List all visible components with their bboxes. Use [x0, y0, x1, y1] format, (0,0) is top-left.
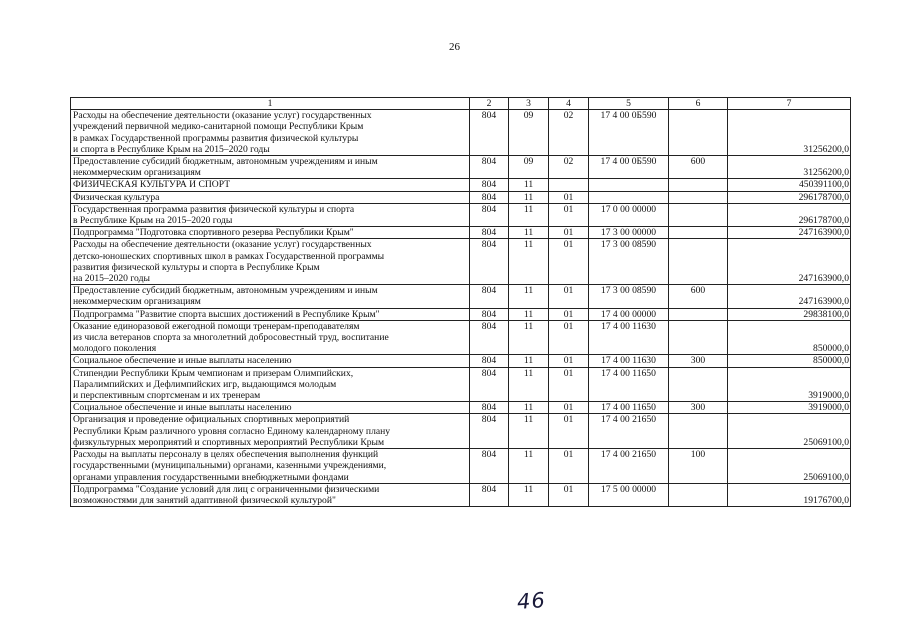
- row-name: Социальное обеспечение и иные выплаты населению: [71, 355, 470, 367]
- row-subsection: 01: [549, 203, 589, 226]
- table-row: [71, 110, 851, 156]
- row-section: 11: [509, 449, 549, 484]
- table-row: [71, 367, 851, 402]
- row-name: Подпрограмма "Создание условий для лиц с ограниченными физическими возможностями для занятий адаптивной физической культурой": [71, 483, 470, 506]
- row-section: 11: [509, 483, 549, 506]
- table-row: [71, 191, 851, 203]
- row-amount: 296178700,0: [728, 191, 851, 203]
- table-row: [71, 402, 851, 414]
- row-amount: 450391100,0: [728, 179, 851, 191]
- row-target-article: 17 4 00 11650: [589, 402, 669, 414]
- row-section: 11: [509, 355, 549, 367]
- row-target-article: [589, 179, 669, 191]
- row-section: 11: [509, 402, 549, 414]
- column-header: 7: [728, 98, 851, 110]
- row-expense-type: [669, 320, 728, 355]
- row-name: Государственная программа развития физической культуры и спорта в Республике Крым на 2015–2020 годы: [71, 203, 470, 226]
- row-target-article: 17 4 00 21650: [589, 414, 669, 449]
- table-body: [71, 110, 851, 507]
- row-subsection: 01: [549, 449, 589, 484]
- row-name: Предоставление субсидий бюджетным, автономным учреждениям и иным некоммерческим организациям: [71, 156, 470, 179]
- row-amount: 247163900,0: [728, 285, 851, 308]
- row-section: 11: [509, 203, 549, 226]
- row-target-article: 17 4 00 11650: [589, 367, 669, 402]
- row-subsection: 01: [549, 367, 589, 402]
- row-subsection: 01: [549, 191, 589, 203]
- row-target-article: 17 3 00 08590: [589, 239, 669, 285]
- row-code: 804: [470, 156, 509, 179]
- row-expense-type: [669, 308, 728, 320]
- row-expense-type: [669, 179, 728, 191]
- row-amount: 19176700,0: [728, 483, 851, 506]
- row-subsection: 01: [549, 355, 589, 367]
- row-expense-type: [669, 191, 728, 203]
- row-target-article: 17 3 00 08590: [589, 285, 669, 308]
- row-code: 804: [470, 308, 509, 320]
- table-row: [71, 285, 851, 308]
- row-section: 11: [509, 227, 549, 239]
- row-code: 804: [470, 179, 509, 191]
- row-amount: 25069100,0: [728, 414, 851, 449]
- table-row: [71, 355, 851, 367]
- row-section: 09: [509, 110, 549, 156]
- row-code: 804: [470, 320, 509, 355]
- row-section: 11: [509, 320, 549, 355]
- row-name: Стипендии Республики Крым чемпионам и призерам Олимпийских, Паралимпийских и Дефлимпийских игр, выдающимся молодым и перспективным спортсменам и их тренерам: [71, 367, 470, 402]
- row-amount: 247163900,0: [728, 239, 851, 285]
- budget-table: [70, 97, 851, 507]
- row-amount: 247163900,0: [728, 227, 851, 239]
- row-name: Расходы на обеспечение деятельности (оказание услуг) государственных учреждений первичной медико-санитарной помощи Республики Крым в рамках Государственной программы развития физической культуры и спорта в Республике Крым на 2015–2020 годы: [71, 110, 470, 156]
- column-header: 6: [669, 98, 728, 110]
- row-name: Организация и проведение официальных спортивных мероприятий Республики Крым различного уровня согласно Единому календарному плану физкультурных мероприятий и спортивных мероприятий Республики Крым: [71, 414, 470, 449]
- row-code: 804: [470, 367, 509, 402]
- row-name: Оказание единоразовой ежегодной помощи тренерам-преподавателям из числа ветеранов спорта за многолетний добросовестный труд, воспитание молодого поколения: [71, 320, 470, 355]
- row-amount: 31256200,0: [728, 110, 851, 156]
- row-expense-type: 300: [669, 402, 728, 414]
- row-section: 11: [509, 239, 549, 285]
- row-expense-type: [669, 414, 728, 449]
- column-header: 2: [470, 98, 509, 110]
- row-target-article: 17 4 00 0Б590: [589, 156, 669, 179]
- row-target-article: 17 4 00 11630: [589, 355, 669, 367]
- row-amount: 3919000,0: [728, 367, 851, 402]
- row-code: 804: [470, 402, 509, 414]
- table-row: [71, 320, 851, 355]
- row-target-article: 17 5 00 00000: [589, 483, 669, 506]
- row-code: 804: [470, 227, 509, 239]
- row-expense-type: 300: [669, 355, 728, 367]
- table-row: [71, 179, 851, 191]
- row-code: 804: [470, 239, 509, 285]
- row-target-article: [589, 191, 669, 203]
- row-code: 804: [470, 285, 509, 308]
- row-code: 804: [470, 191, 509, 203]
- column-header: 5: [589, 98, 669, 110]
- column-header: 1: [71, 98, 470, 110]
- column-header: 4: [549, 98, 589, 110]
- row-expense-type: [669, 483, 728, 506]
- row-subsection: 01: [549, 285, 589, 308]
- row-name: Расходы на обеспечение деятельности (оказание услуг) государственных детско-юношеских спортивных школ в рамках Государственной программы развития физической культуры и спорта в Республике Крым на 2015–2020 годы: [71, 239, 470, 285]
- row-subsection: 01: [549, 227, 589, 239]
- row-amount: 3919000,0: [728, 402, 851, 414]
- row-subsection: 01: [549, 320, 589, 355]
- row-section: 09: [509, 156, 549, 179]
- row-code: 804: [470, 414, 509, 449]
- row-name: Подпрограмма "Подготовка спортивного резерва Республики Крым": [71, 227, 470, 239]
- row-name: Подпрограмма "Развитие спорта высших достижений в Республике Крым": [71, 308, 470, 320]
- row-name: Расходы на выплаты персоналу в целях обеспечения выполнения функций государственными (муниципальными) органами, казенными учреждениями, органами управления государственными внебюджетными фондами: [71, 449, 470, 484]
- row-code: 804: [470, 483, 509, 506]
- row-amount: 296178700,0: [728, 203, 851, 226]
- row-amount: 850000,0: [728, 355, 851, 367]
- row-name: ФИЗИЧЕСКАЯ КУЛЬТУРА И СПОРТ: [71, 179, 470, 191]
- row-expense-type: [669, 367, 728, 402]
- page-number: 26: [449, 41, 460, 53]
- row-subsection: 01: [549, 239, 589, 285]
- row-section: 11: [509, 191, 549, 203]
- row-amount: 31256200,0: [728, 156, 851, 179]
- row-amount: 29838100,0: [728, 308, 851, 320]
- row-target-article: 17 4 00 11630: [589, 320, 669, 355]
- table-row: [71, 239, 851, 285]
- row-target-article: 17 4 00 21650: [589, 449, 669, 484]
- row-subsection: 01: [549, 308, 589, 320]
- table-row: [71, 227, 851, 239]
- row-section: 11: [509, 414, 549, 449]
- row-subsection: 02: [549, 156, 589, 179]
- row-code: 804: [470, 355, 509, 367]
- table-row: [71, 203, 851, 226]
- row-amount: 25069100,0: [728, 449, 851, 484]
- row-code: 804: [470, 449, 509, 484]
- row-target-article: 17 4 00 0Б590: [589, 110, 669, 156]
- table-row: [71, 483, 851, 506]
- row-subsection: [549, 179, 589, 191]
- row-subsection: 02: [549, 110, 589, 156]
- row-expense-type: 600: [669, 285, 728, 308]
- table-row: [71, 449, 851, 484]
- header-row: [71, 98, 851, 110]
- row-expense-type: [669, 239, 728, 285]
- row-subsection: 01: [549, 483, 589, 506]
- row-amount: 850000,0: [728, 320, 851, 355]
- table-row: [71, 308, 851, 320]
- row-expense-type: [669, 227, 728, 239]
- row-expense-type: 600: [669, 156, 728, 179]
- row-expense-type: [669, 110, 728, 156]
- row-name: Физическая культура: [71, 191, 470, 203]
- row-section: 11: [509, 285, 549, 308]
- row-target-article: 17 4 00 00000: [589, 308, 669, 320]
- row-code: 804: [470, 203, 509, 226]
- row-target-article: 17 0 00 00000: [589, 203, 669, 226]
- handwritten-page-number: 46: [516, 588, 547, 614]
- row-code: 804: [470, 110, 509, 156]
- row-subsection: 01: [549, 402, 589, 414]
- row-name: Социальное обеспечение и иные выплаты населению: [71, 402, 470, 414]
- row-target-article: 17 3 00 00000: [589, 227, 669, 239]
- row-name: Предоставление субсидий бюджетным, автономным учреждениям и иным некоммерческим организациям: [71, 285, 470, 308]
- row-expense-type: [669, 203, 728, 226]
- column-header: 3: [509, 98, 549, 110]
- table-row: [71, 414, 851, 449]
- row-subsection: 01: [549, 414, 589, 449]
- row-section: 11: [509, 367, 549, 402]
- table-row: [71, 156, 851, 179]
- row-section: 11: [509, 308, 549, 320]
- row-section: 11: [509, 179, 549, 191]
- row-expense-type: 100: [669, 449, 728, 484]
